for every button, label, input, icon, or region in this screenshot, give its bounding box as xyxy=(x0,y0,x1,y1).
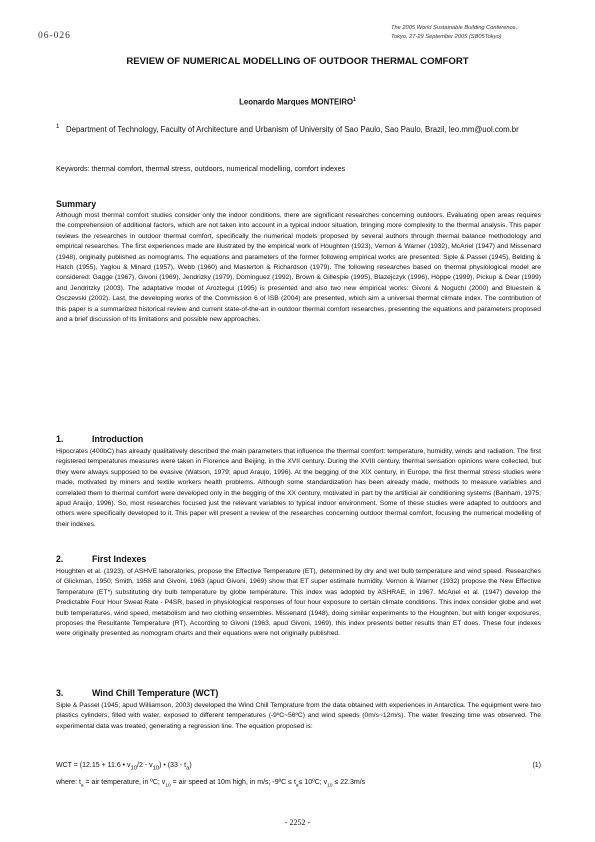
section-title: Introduction xyxy=(92,434,144,444)
where-sub: 10 xyxy=(327,783,333,789)
summary-heading: Summary xyxy=(56,199,97,209)
where-sub: a xyxy=(295,783,299,789)
section-number: 3. xyxy=(56,688,64,698)
first-indexes-text: Houghten et al. (1923), of ASHVE laboratories, propose the Effective Temperature (ET), determined by dry and wet bulb temperature and wind speed. Researches of Glickman, 1950; Smith, 1958 and Givoni, 1963 (apud Givoni, 1969) show that ET super estimate humidity. Vernon & Warner (1932) propose the New Effective Temperature (ET*) substituting dry bulb temperature by globe temperature. This index was adopted by ASHRAE, in 1967. McAriel et al. (1947) develop the Predictable Four Hour Sweat Rate - P4SR, based in physiological responses of four hour exposure to certain climate conditions. This index consider globe and wet bulb temperatures, wind speed, metabolism and two clothing ensembles. Missenard (1948), doing similar experiments to the Houghten, but with longer exposures, proposes the Resultante Temperature (RT). According to Givoni (1963, apud Givoni, 1969), this index presents better results than ET does. These four indexes were originally presented as nomogram charts and their equations were not originally published. xyxy=(56,568,541,638)
where-part: = air speed at 10m high, in m/s; -9ºC ≤ t xyxy=(170,779,296,786)
conference-line-2: Tokyo, 27-29 September 2005 (SB05Tokyo) xyxy=(391,34,502,40)
where-sub: 10 xyxy=(165,783,171,789)
eq-part: ) xyxy=(189,762,192,769)
equation xyxy=(56,762,541,771)
eq-sub: 10 xyxy=(152,765,160,772)
eq-part: /2 - v xyxy=(137,762,153,769)
paper-title: REVIEW OF NUMERICAL MODELLING OF OUTDOOR THERMAL COMFORT xyxy=(126,56,469,67)
eq-part: ) • (33 - t xyxy=(159,762,187,769)
affiliation-text: Department of Technology, Faculty of Architecture and Urbanism of University of Sao Paulo, Sao Paulo, Brazil, leo.mm@uol.com.br xyxy=(66,125,519,134)
first-indexes-heading xyxy=(56,554,146,564)
author-name: Leonardo Marques MONTEIRO xyxy=(239,97,354,107)
equation-where xyxy=(56,779,365,788)
introduction-heading xyxy=(56,434,143,444)
where-part: ≤ 22.3m/s xyxy=(332,779,366,786)
where-sub: a xyxy=(80,783,84,789)
wct-heading xyxy=(56,688,218,698)
where-part: where: t xyxy=(56,779,81,786)
introduction-text: Hipocrates (400bC) has already qualitatively described the main parameters that influence the thermal comfort: temperature, humidity, winds and radiation. The first registered temperatures measures were taken in Florence and Beijing, in the XVII century. During the XVIII century, thermal sensation opinions were collected, but they were always supposed to be evasive (Watson, 1979; apud Araujo, 1996). At the begging of the XIX century, in Europe, the first thermal stress studies were made, motivated by miners and textile workers health problems. Although some standardization has been already made, methods to measure variables and correlated them to thermal comfort were developed only in the begging of the XX century, motivated in part by the artificial air conditioning systems (Banham, 1975; apud Araujo, 1996). So, most researches focused just the relevant variables to typical indoor environment. Some of these studies were adapted to outdoors and others were specifically developed to it. This paper will present a review of the researches concerning outdoor thermal comfort, focusing the numerical modelling of their indexes. xyxy=(56,448,541,528)
page-number: - 2252 - xyxy=(284,818,311,827)
author-mark: 1 xyxy=(353,97,356,103)
equation-body xyxy=(56,762,192,772)
eq-sub: a xyxy=(186,765,190,772)
author xyxy=(0,97,595,107)
paper-id: 06-026 xyxy=(38,31,71,41)
section-title: Wind Chill Temperature (WCT) xyxy=(92,688,219,698)
section-title: First Indexes xyxy=(92,554,147,564)
keywords: Keywords: thermal comfort, thermal stress, outdoors, numerical modelling, comfort indexes xyxy=(56,164,346,173)
where-part: ≤ 10ºC; v xyxy=(298,779,328,786)
conference-info xyxy=(391,24,517,42)
section-number: 1. xyxy=(56,434,64,444)
wct-text: Siple & Passel (1945; apud Williamson, 2003) developed the Wind Chill Temprature from the data obtained with experiences in Antarctica. The equipment were two plastics cylinders, filled with water, exposed to different temperatures (-9ºC~56ºC) and wind speeds (0m/s~12m/s). The water freezing time was observed. The experimental data was treated, generating a regression line. The equation proposed is: xyxy=(56,702,541,730)
equation-number: (1) xyxy=(532,762,541,769)
where-part: = air temperature, in ºC; v xyxy=(83,779,166,786)
section-number: 2. xyxy=(56,554,64,564)
conference-line-1: The 2005 World Sustainable Building Conference, xyxy=(391,25,518,31)
eq-sub: 10 xyxy=(130,765,138,772)
affiliation-mark: 1 xyxy=(56,124,60,130)
eq-part: WCT = (12.15 + 11.6 • v xyxy=(56,762,131,769)
affiliation xyxy=(56,124,546,136)
summary-text: Although most thermal comfort studies consider only the indoor conditions, there are significant researches concerning outdoors. Evaluating open areas requires the comprehension of additional factors, which are not taken into account in a typical indoor situation, bringing more complexity to the thermal analysis. This paper reviews the researches in outdoor thermal comfort, specifically the numerical models proposed by several authors through thermal balance methodology and empirical researches. The first experiences made are illustrated by the empirical work of Houghten (1923), Vernon & Warner (1932), McAriel (1947) and Missenard (1948), originally published as nomograms. The equations and parameters of the former following empirical works are presented: Siple & Passel (1945), Belding & Hatch (1955), Yaglou & Minard (1957), Webb (1960) and Masterton & Richardson (1979). The following researches based on thermal physiological model are considered: Gagge (1967), Givoni (1969), Jendrizky (1979), Dominguez (1992), Brown & Gillespie (1995), Blazejczyk (1996), Höppe (1999), Pickup & Dear (1999) and Jendritzky (2003). The adaptative model of Aroztegui (1995) is presented and also two new empirical works: Givoni & Noguchi (2000) and Bluestein & Osczevski (2002). Last, the developing works of the Commission 6 of ISB (2004) are presented, which aim a universal thermal climate index. The contribution of this paper is a summarized historical review and current state-of-the-art in outdoor thermal comfort researches, presenting the equations and parameters proposed and a brief discussion of its limitations and possible new approaches. xyxy=(56,212,541,324)
